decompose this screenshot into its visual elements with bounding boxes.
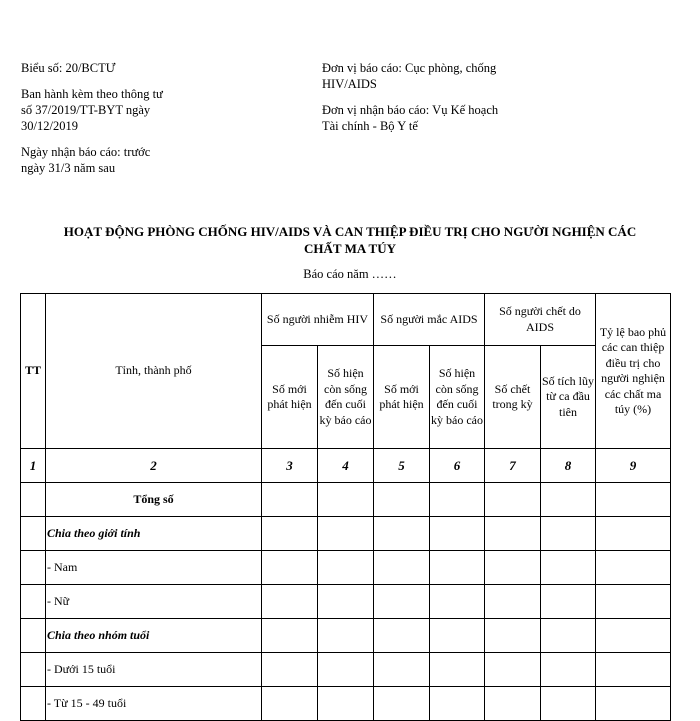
row-under15: - Dưới 15 tuổi (46, 653, 262, 687)
row-group-age: Chia theo nhóm tuổi (46, 619, 262, 653)
col-number: 7 (485, 449, 541, 483)
row-total-label: Tổng số (46, 483, 262, 517)
table-row (21, 653, 671, 687)
table-row (21, 517, 671, 551)
reporting-unit: Đơn vị báo cáo: Cục phòng, chống HIV/AIDS (322, 61, 497, 91)
col-number: 8 (541, 449, 596, 483)
issued-with: Ban hành kèm theo thông tư số 37/2019/TT-BYT ngày 30/12/2019 (21, 87, 163, 133)
report-title: HOẠT ĐỘNG PHÒNG CHỐNG HIV/AIDS VÀ CAN THIỆP ĐIỀU TRỊ CHO NGƯỜI NGHIỆN CÁC CHẤT MA TÚY (63, 224, 637, 256)
receiving-unit: Đơn vị nhận báo cáo: Vụ Kế hoạch Tài chính - Bộ Y tế (322, 103, 499, 133)
col-tt-header: TT (21, 294, 46, 449)
table-row (21, 483, 671, 517)
col-number: 1 (21, 449, 46, 483)
col-province-header: Tỉnh, thành phố (46, 294, 262, 449)
row-male: - Nam (46, 551, 262, 585)
col-coverage-header: Tỷ lệ bao phủ các can thiệp điều trị cho người nghiện các chất ma túy (%) (596, 294, 671, 449)
sub-aids-new: Số mới phát hiện (374, 346, 430, 449)
column-number-row (21, 449, 671, 483)
group-aids-header: Số người mắc AIDS (374, 294, 485, 346)
col-number: 9 (596, 449, 671, 483)
row-group-sex: Chia theo giới tính (46, 517, 262, 551)
row-female: - Nữ (46, 585, 262, 619)
row-age15-49: - Từ 15 - 49 tuổi (46, 687, 262, 721)
col-number: 5 (374, 449, 430, 483)
sub-aids-alive: Số hiện còn sống đến cuối kỳ báo cáo (430, 346, 485, 449)
table-row (21, 619, 671, 653)
report-table (20, 293, 671, 721)
col-number: 2 (46, 449, 262, 483)
group-death-header: Số người chết do AIDS (485, 294, 596, 346)
sub-hiv-new: Số mới phát hiện (262, 346, 318, 449)
sub-death-period: Số chết trong kỳ (485, 346, 541, 449)
col-number: 3 (262, 449, 318, 483)
table-row (21, 585, 671, 619)
header-right (322, 60, 562, 144)
table-header-row (21, 294, 671, 346)
table-row (21, 551, 671, 585)
form-number: Biểu số: 20/BCTƯ (21, 61, 116, 75)
receive-date: Ngày nhận báo cáo: trước ngày 31/3 năm sau (21, 145, 151, 175)
sub-hiv-alive: Số hiện còn sống đến cuối kỳ báo cáo (318, 346, 374, 449)
group-hiv-header: Số người nhiễm HIV (262, 294, 374, 346)
col-number: 4 (318, 449, 374, 483)
col-number: 6 (430, 449, 485, 483)
header-left (21, 60, 211, 186)
sub-death-cumulative: Số tích lũy từ ca đầu tiên (541, 346, 596, 449)
table-row (21, 687, 671, 721)
report-year: Báo cáo năm …… (303, 267, 397, 281)
